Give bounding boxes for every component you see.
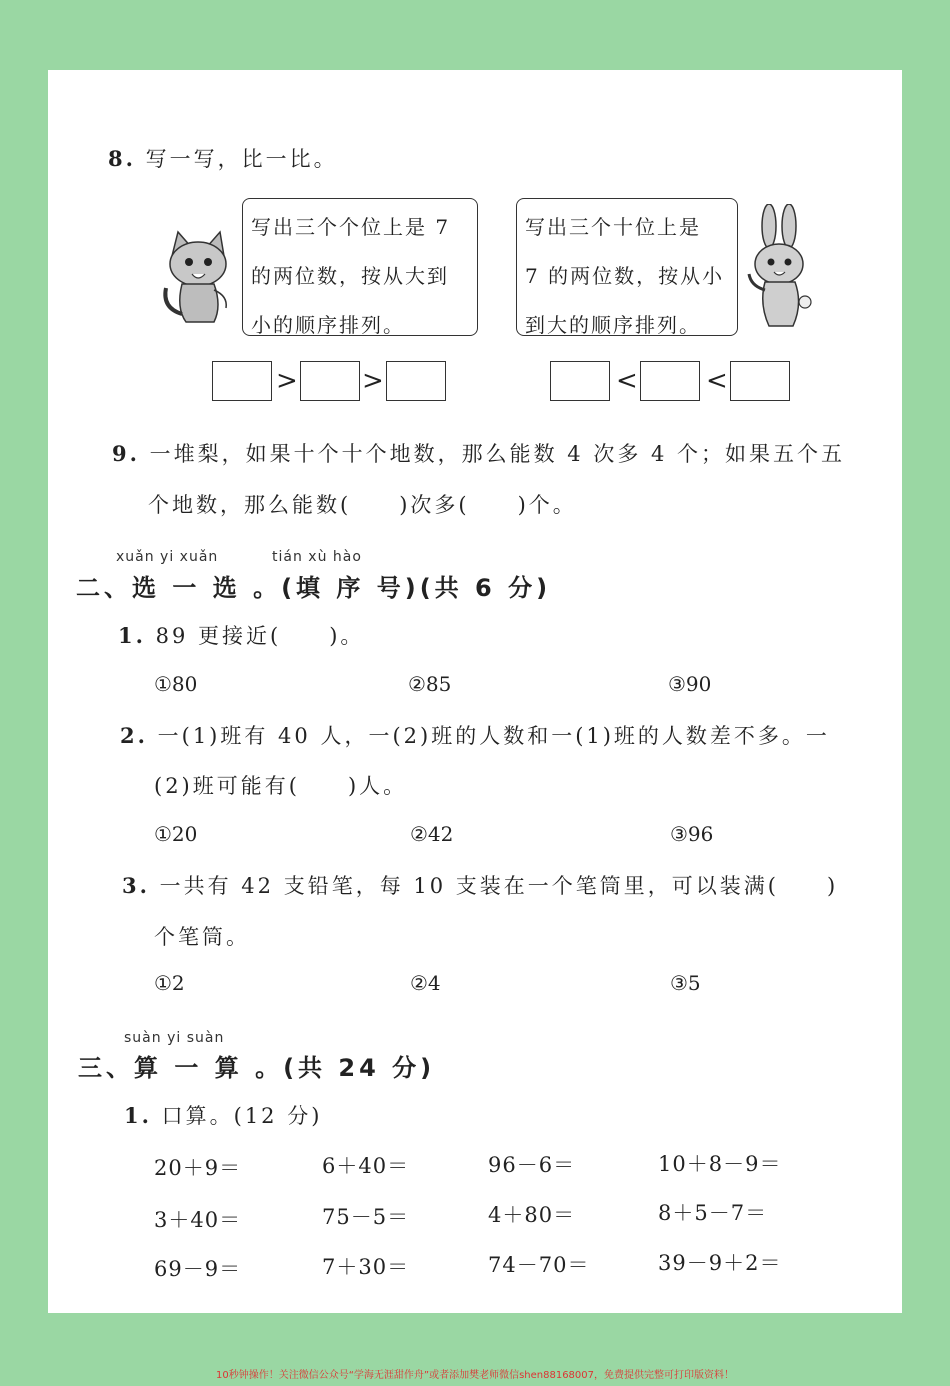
s2-q2-line2: (2)班可能有( )人。 (154, 774, 408, 798)
s2-q2-number: 2. (120, 723, 148, 748)
calc-item: 6＋40＝ (322, 1154, 410, 1178)
q9-line1 (112, 438, 845, 468)
calc-item: 20＋9＝ (154, 1156, 242, 1180)
option-1[interactable]: ①20 (154, 822, 198, 846)
s3-q1-title (124, 1100, 322, 1130)
q9-line2: 个地数，那么能数( )次多( )个。 (148, 493, 577, 517)
answer-box[interactable] (640, 361, 700, 401)
option-2[interactable]: ②4 (410, 971, 441, 995)
q8-number: 8. (108, 146, 136, 171)
calc-item: 8＋5－7＝ (658, 1201, 768, 1225)
calc-item: 3＋40＝ (154, 1208, 242, 1232)
q8-bubble-left (242, 198, 478, 336)
section3-heading: 三、算 一 算 。(共 24 分) (78, 1054, 436, 1082)
less-than-sign: < (616, 366, 638, 396)
answer-box[interactable] (386, 361, 446, 401)
answer-box[interactable] (212, 361, 272, 401)
bubble-left-line: 小的顺序排列。 (251, 313, 405, 337)
greater-than-sign: > (276, 366, 298, 396)
q9-text: 一堆梨，如果十个十个地数，那么能数 4 次多 4 个；如果五个五 (149, 442, 846, 466)
calc-item: 74－70＝ (488, 1253, 590, 1277)
q9-number: 9. (112, 441, 140, 466)
calc-item: 39－9＋2＝ (658, 1251, 782, 1275)
option-3[interactable]: ③5 (670, 971, 701, 995)
q8-text: 写一写，比一比。 (145, 147, 338, 171)
option-1[interactable]: ①80 (154, 672, 198, 696)
option-3[interactable]: ③90 (668, 672, 712, 696)
bubble-right-line: 写出三个十位上是 (525, 215, 701, 239)
bubble-right-line: 到大的顺序排列。 (525, 313, 701, 337)
s2-q3-text: 一共有 42 支铅笔，每 10 支装在一个笔筒里，可以装满( ) (159, 874, 839, 898)
calc-item: 75－5＝ (322, 1205, 410, 1229)
section2-pinyin-a: xuǎn yi xuǎn (116, 549, 219, 565)
greater-than-sign: > (362, 366, 384, 396)
s2-q1 (118, 620, 364, 650)
option-2[interactable]: ②85 (408, 672, 452, 696)
section2-pinyin-b: tián xù hào (272, 549, 362, 565)
bubble-left-line: 写出三个个位上是 7 (251, 215, 451, 239)
cat-illustration (158, 226, 240, 330)
option-1[interactable]: ①2 (154, 971, 185, 995)
calc-item: 7＋30＝ (322, 1255, 410, 1279)
answer-box[interactable] (730, 361, 790, 401)
bubble-left-line: 的两位数，按从大到 (251, 264, 449, 288)
s3-q1-text: 口算。(12 分) (161, 1104, 323, 1128)
footer-watermark-text: 10秒钟操作！关注微信公众号“学海无涯甜作舟”或者添加樊老师微信shen88168007，免费提供完整可打印版资料！ (215, 1370, 735, 1381)
s2-q2-line1 (120, 720, 830, 750)
q8-bubble-right (516, 198, 738, 336)
calc-item: 4＋80＝ (488, 1203, 576, 1227)
q8-title (108, 143, 338, 173)
section3-pinyin: suàn yi suàn (124, 1030, 225, 1046)
s2-q3-number: 3. (122, 873, 150, 898)
answer-box[interactable] (550, 361, 610, 401)
s2-q3-line2: 个笔筒。 (154, 925, 250, 949)
option-3[interactable]: ③96 (670, 822, 714, 846)
calc-item: 69－9＝ (154, 1257, 242, 1281)
s3-q1-number: 1. (124, 1103, 152, 1128)
s2-q2-text: 一(1)班有 40 人，一(2)班的人数和一(1)班的人数差不多。一 (157, 724, 830, 748)
s2-q1-text: 89 更接近( )。 (155, 624, 365, 648)
less-than-sign: < (706, 366, 728, 396)
s2-q1-number: 1. (118, 623, 146, 648)
calc-item: 96－6＝ (488, 1153, 576, 1177)
bubble-right-line: 7 的两位数，按从小 (525, 264, 725, 288)
answer-box[interactable] (300, 361, 360, 401)
s2-q3-line1 (122, 870, 838, 900)
section2-heading: 二、选 一 选 。(填 序 号)(共 6 分) (76, 574, 552, 602)
calc-item: 10＋8－9＝ (658, 1152, 782, 1176)
option-2[interactable]: ②42 (410, 822, 454, 846)
rabbit-illustration (745, 204, 817, 332)
